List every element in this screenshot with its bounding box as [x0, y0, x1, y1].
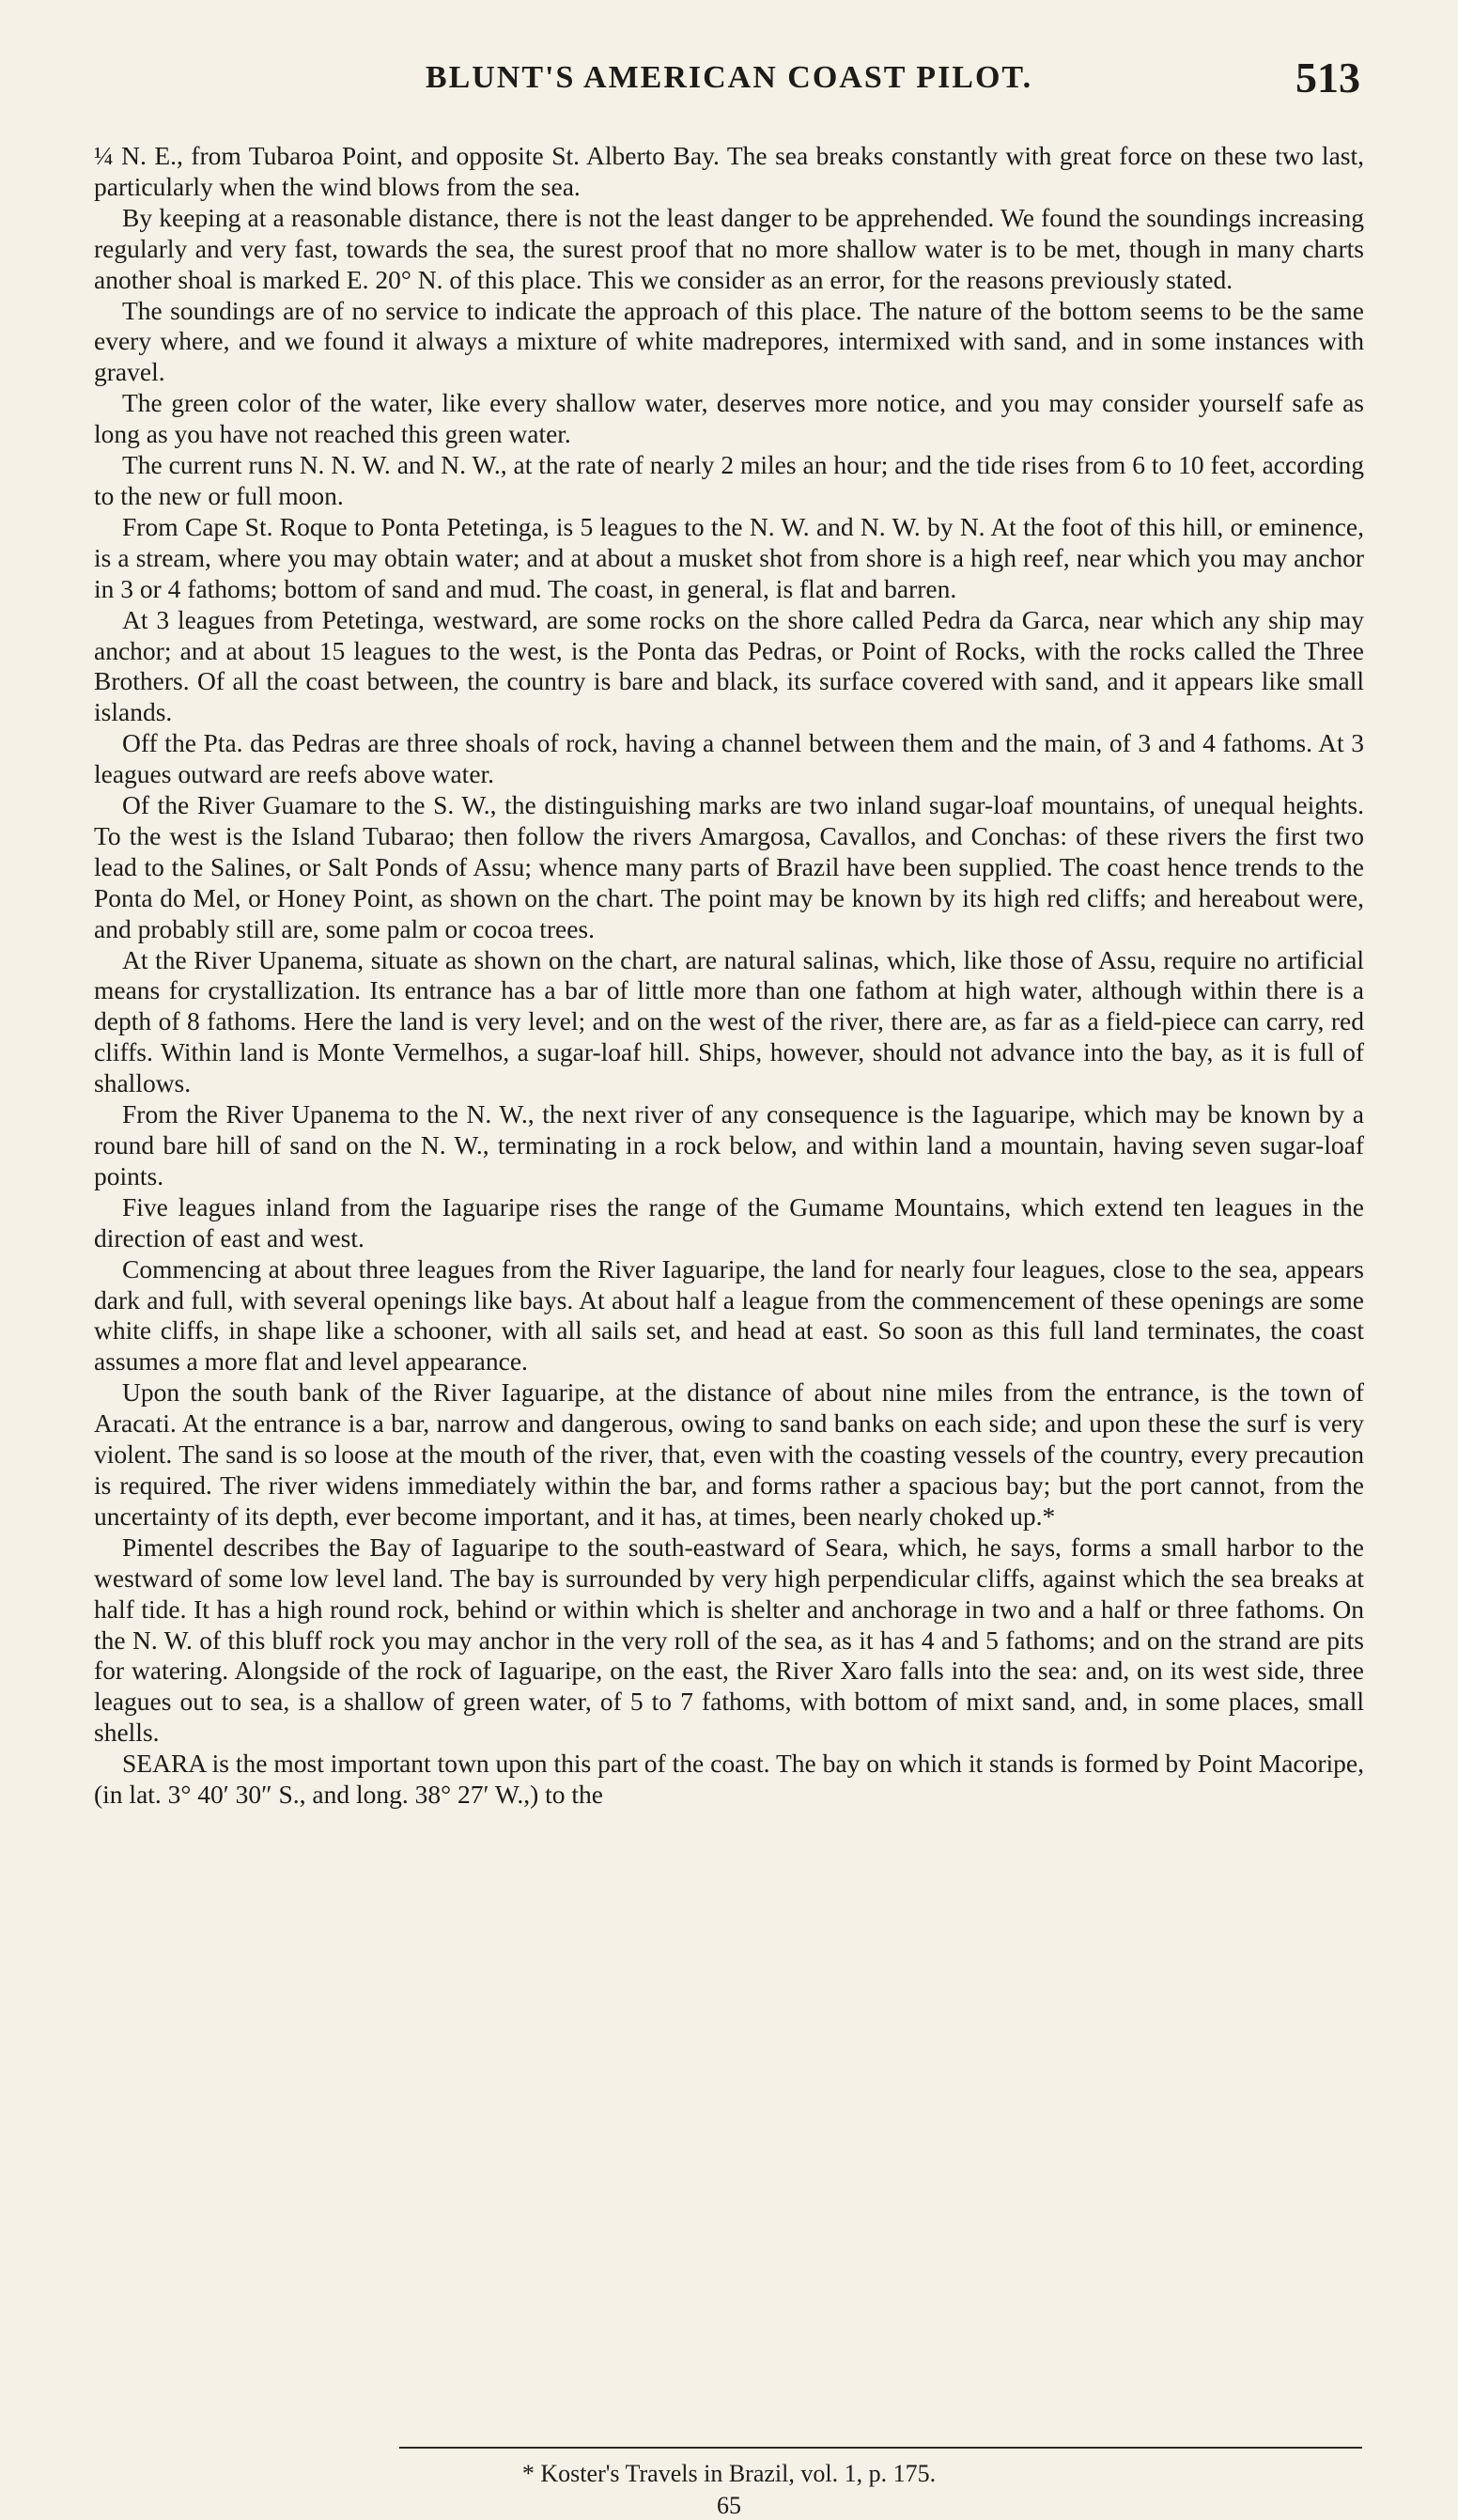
footnote: * Koster's Travels in Brazil, vol. 1, p. 175.: [521, 2460, 937, 2487]
paragraph: At the River Upanema, situate as shown on the chart, are natural salinas, which, like those of Assu, require no artificial means for crystallization. Its entrance has a bar of little more than one fathom at high water, although within there is a depth of 8 fathoms. Here the land is very level; and on the west of the river, there are, as far as a field-piece can carry, red cliffs. Within land is Monte Vermelhos, a sugar-loaf hill. Ships, however, should not advance into the bay, as it is full of shallows.: [94, 944, 1364, 1098]
signature-mark: 65: [717, 2492, 741, 2519]
paragraph: Five leagues inland from the Iaguaripe rises the range of the Gumame Mountains, which extend ten leagues in the direction of east and west.: [94, 1191, 1364, 1252]
paragraph: The green color of the water, like every shallow water, deserves more notice, and you may consider yourself safe as long as you have not reached this green water.: [94, 388, 1364, 449]
paragraph: Commencing at about three leagues from the River Iaguaripe, the land for nearly four leagues, close to the sea, appears dark and full, with several openings like bays. At about half a league from the commencement of these openings are some white cliffs, in shape like a schooner, with all sails set, and head at east. So soon as this full land terminates, the coast assumes a more flat and level appearance.: [94, 1253, 1364, 1377]
paragraph: By keeping at a reasonable distance, there is not the least danger to be apprehended. We found the soundings increasing regularly and very fast, towards the sea, the surest proof that no more shallow water is to be met, though in many charts another shoal is marked E. 20° N. of this place. This we consider as an error, for the reasons previously stated.: [94, 202, 1364, 294]
paragraph: From the River Upanema to the N. W., the next river of any consequence is the Iaguaripe, which may be known by a round bare hill of sand on the N. W., terminating in a rock below, and within land a mountain, having seven sugar-loaf points.: [94, 1099, 1364, 1190]
paragraph: From Cape St. Roque to Ponta Petetinga, is 5 leagues to the N. W. and N. W. by N. At the foot of this hill, or eminence, is a stream, where you may obtain water; and at about a musket shot from shore is a high reef, near which you may anchor in 3 or 4 fathoms; bottom of sand and mud. The coast, in general, is flat and barren.: [94, 511, 1364, 603]
footnote-divider: [399, 2447, 1362, 2449]
paragraph: Upon the south bank of the River Iaguaripe, at the distance of about nine miles from the entrance, is the town of Aracati. At the entrance is a bar, narrow and dangerous, owing to sand banks on each side; and upon these the surf is very violent. The sand is so loose at the mouth of the river, that, even with the coasting vessels of the country, every precaution is required. The river widens immediately within the bar, and forms rather a spacious bay; but the port cannot, from the uncertainty of its depth, ever become important, and it has, at times, been nearly choked up.*: [94, 1377, 1364, 1531]
body-text: [94, 141, 1364, 1811]
paragraph: Pimentel describes the Bay of Iaguaripe to the south-eastward of Seara, which, he says, forms a small harbor to the westward of some low level land. The bay is surrounded by very high perpendicular cliffs, against which the sea breaks at half tide. It has a high round rock, behind or within which is shelter and anchorage in two and a half or three fathoms. On the N. W. of this bluff rock you may anchor in the very roll of the sea, as it has 4 and 5 fathoms; and on the strand are pits for watering. Alongside of the rock of Iaguaripe, on the east, the River Xaro falls into the sea: and, on its west side, three leagues out to sea, is a shallow of green water, of 5 to 7 fathoms, with bottom of mixt sand, and, in some places, small shells.: [94, 1532, 1364, 1748]
paragraph: The current runs N. N. W. and N. W., at the rate of nearly 2 miles an hour; and the tide rises from 6 to 10 feet, according to the new or full moon.: [94, 450, 1364, 510]
paragraph: SEARA is the most important town upon this part of the coast. The bay on which it stands is formed by Point Macoripe, (in lat. 3° 40′ 30″ S., and long. 38° 27′ W.,) to the: [94, 1749, 1364, 1810]
paragraph: Of the River Guamare to the S. W., the distinguishing marks are two inland sugar-loaf mountains, of unequal heights. To the west is the Island Tubarao; then follow the rivers Amargosa, Cavallos, and Conchas: of these rivers the first two lead to the Salines, or Salt Ponds of Assu; whence many parts of Brazil have been supplied. The coast hence trends to the Ponta do Mel, or Honey Point, as shown on the chart. The point may be known by its high red cliffs; and hereabout were, and probably still are, some palm or cocoa trees.: [94, 790, 1364, 943]
page-number: 513: [1295, 54, 1360, 101]
paragraph: Off the Pta. das Pedras are three shoals of rock, having a channel between them and the main, of 3 and 4 fathoms. At 3 leagues outward are reefs above water.: [94, 728, 1364, 789]
paragraph: ¼ N. E., from Tubaroa Point, and opposite St. Alberto Bay. The sea breaks constantly with great force on these two last, particularly when the wind blows from the sea.: [94, 141, 1364, 201]
page-header: [94, 53, 1364, 109]
paragraph: The soundings are of no service to indicate the approach of this place. The nature of the bottom seems to be the same every where, and we found it always a mixture of white madrepores, intermixed with sand, and in some instances with gravel.: [94, 295, 1364, 387]
running-title: BLUNT'S AMERICAN COAST PILOT.: [425, 60, 1033, 95]
paragraph: At 3 leagues from Petetinga, westward, are some rocks on the shore called Pedra da Garca, near which any ship may anchor; and at about 15 leagues to the west, is the Ponta das Pedras, or Point of Rocks, with the rocks called the Three Brothers. Of all the coast between, the country is bare and black, its surface covered with sand, and it appears like small islands.: [94, 604, 1364, 727]
